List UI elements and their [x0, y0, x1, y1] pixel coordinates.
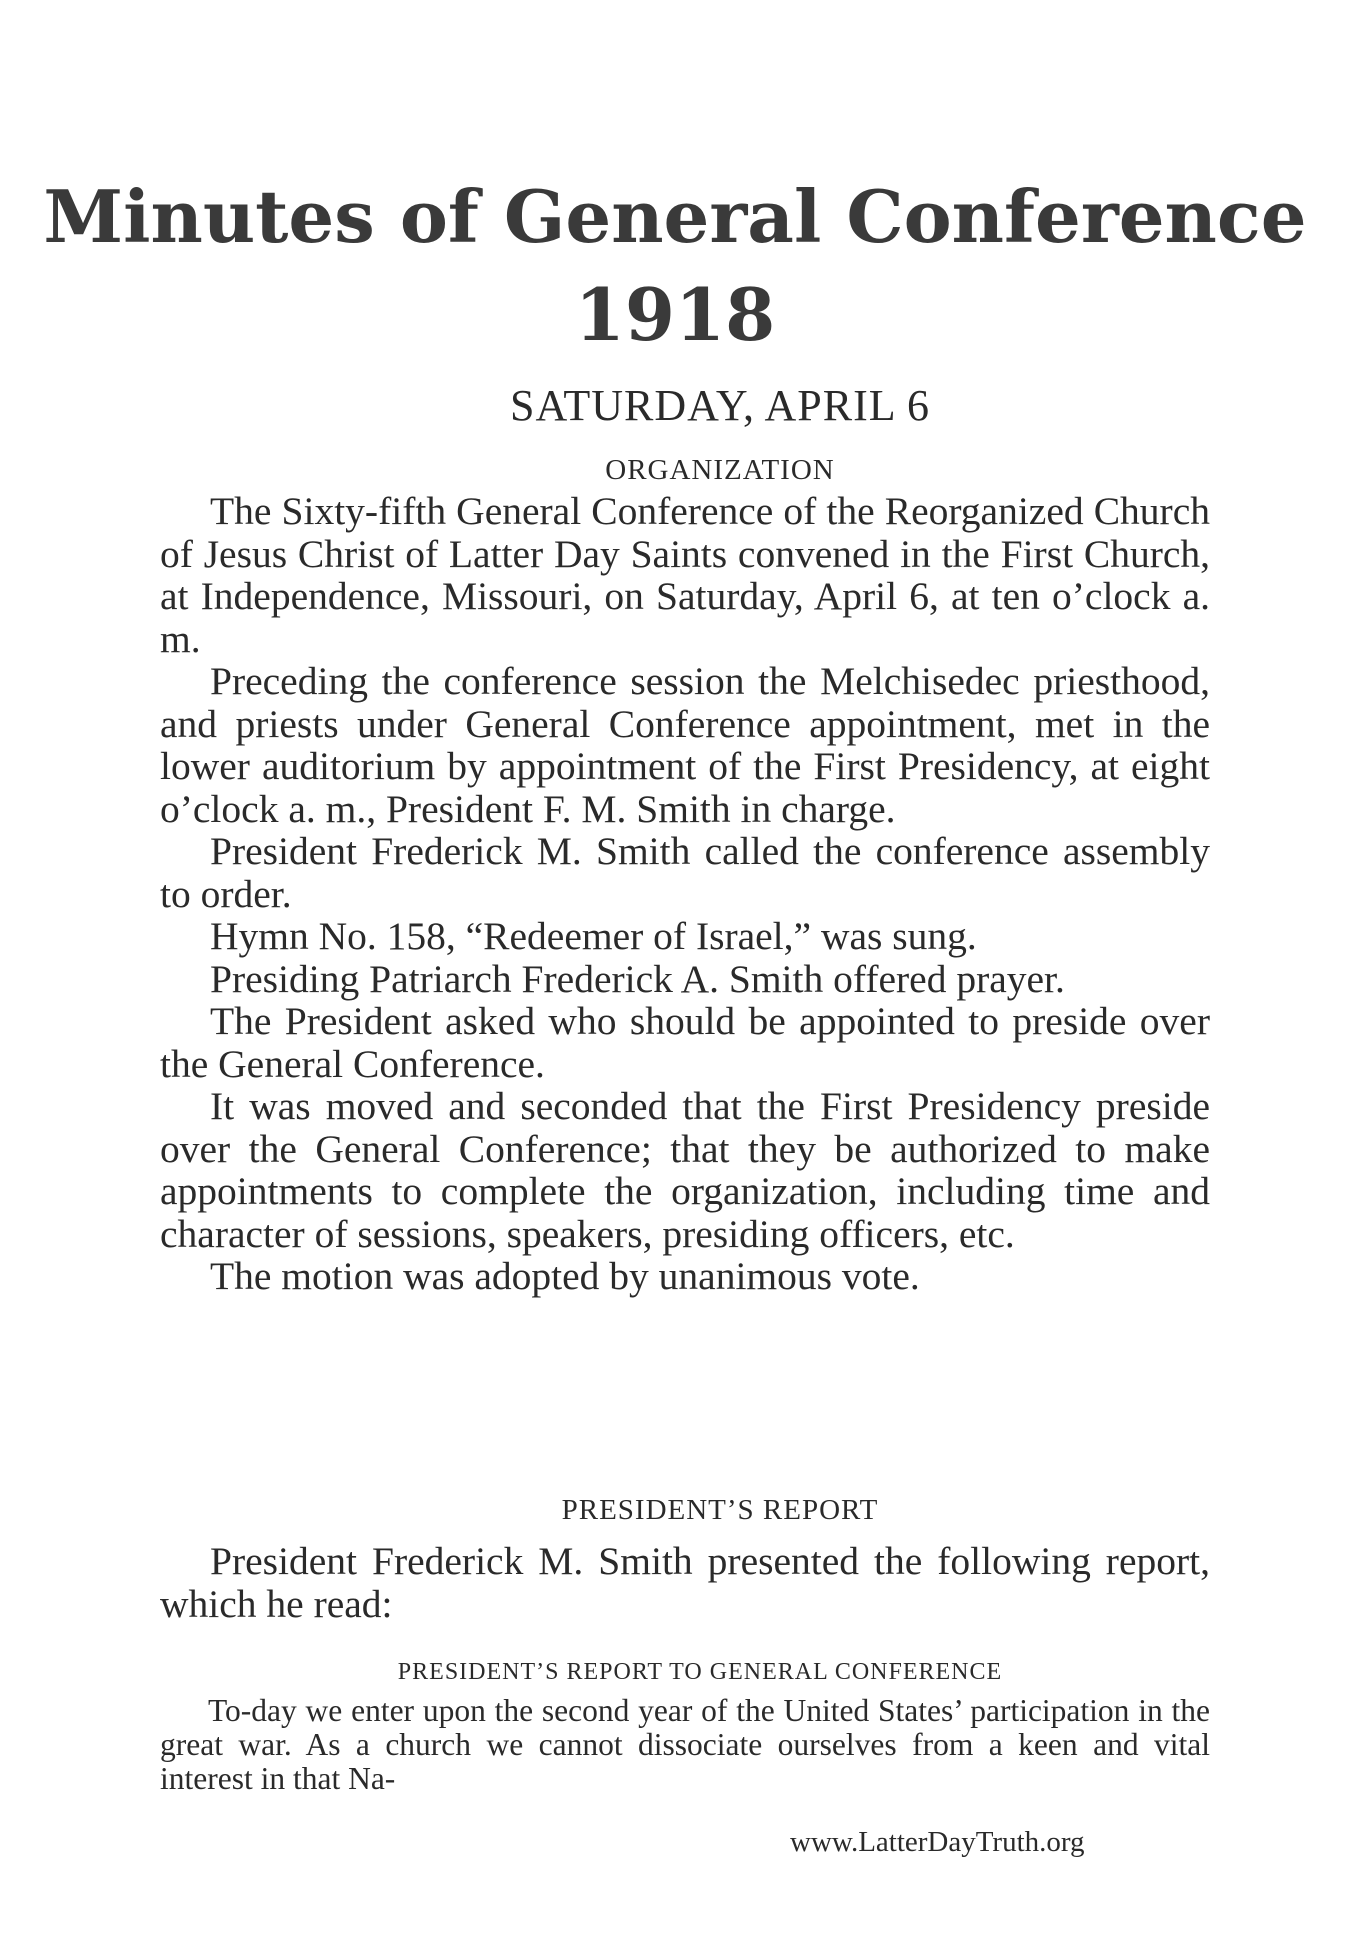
paragraph: The Sixty-fifth General Conference of the Reorganized Church of Jesus Christ of Latter Day Saints convened in the First Church, at Independence, Missouri, on Saturday, April 6, at ten o’clock a. m. — [160, 489, 1210, 661]
paragraph: To-day we enter upon the second year of the United States’ participation in the great war. As a church we cannot dissociate ourselves from a keen and vital interest in that Na- — [160, 1693, 1210, 1796]
presidents-report-heading: PRESIDENT’S REPORT — [561, 1494, 879, 1526]
footer-url: www.LatterDayTruth.org — [790, 1826, 1085, 1858]
report-text — [160, 1694, 1210, 1796]
document-year: 1918 — [574, 272, 776, 357]
paragraph: It was moved and seconded that the First Presidency preside over the General Conference; that they be authorized to make appointments to complete the organization, including time and character of sessions, speakers, presiding officers, etc. — [160, 1084, 1210, 1256]
paragraph: The President asked who should be appointed to preside over the General Conference. — [160, 999, 1210, 1086]
date-heading: SATURDAY, APRIL 6 — [509, 381, 931, 430]
paragraph: President Frederick M. Smith presented the following report, which he read: — [160, 1539, 1210, 1626]
paragraph: Presiding Patriarch Frederick A. Smith offered prayer. — [210, 956, 1065, 1001]
paragraph: President Frederick M. Smith called the conference assembly to order. — [160, 829, 1210, 916]
document-title: Minutes of General Conference — [43, 174, 1307, 259]
organization-body — [160, 490, 1210, 1298]
organization-heading: ORGANIZATION — [605, 454, 835, 486]
paragraph: Hymn No. 158, “Redeemer of Israel,” was sung. — [210, 914, 977, 958]
report-subheading: PRESIDENT’S REPORT TO GENERAL CONFERENCE — [397, 1659, 1003, 1685]
presidents-report-intro — [160, 1540, 1210, 1625]
paragraph: Preceding the conference session the Melchisedec priesthood, and priests under General Conference appointment, met in the lower auditorium by appointment of the First Presidency, at eight o’clock a. m., President F. M. Smith in charge. — [160, 659, 1210, 831]
paragraph: The motion was adopted by unanimous vote. — [210, 1254, 920, 1298]
